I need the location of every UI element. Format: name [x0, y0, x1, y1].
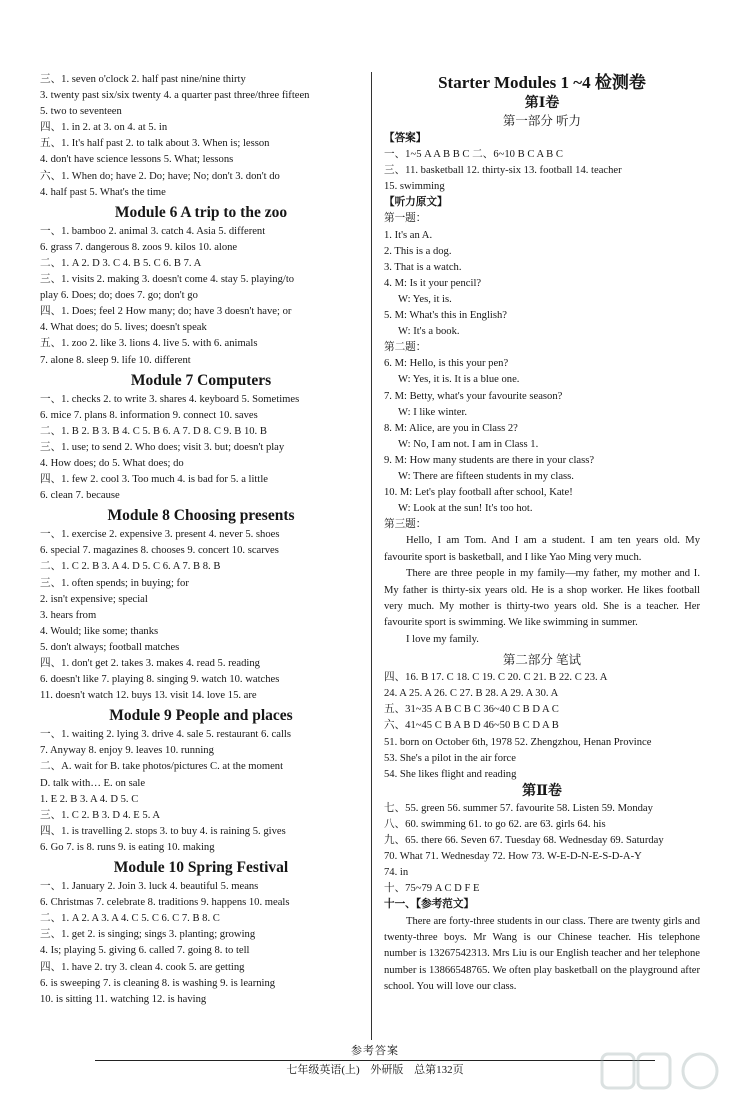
answer-line: 51. born on October 6th, 1978 52. Zhengzhou, Henan Province [384, 736, 652, 748]
answer-line: 六、41~45 C B A B D 46~50 B C D A B [384, 720, 559, 732]
answer-line: 4. What does; do 5. lives; doesn't speak [40, 322, 207, 334]
answer-line: 八、60. swimming 61. to go 62. are 63. girls 64. his [384, 818, 606, 830]
answer-line: 一、1. January 2. Join 3. luck 4. beautiful 5. means [40, 881, 259, 893]
answer-line: 6. doesn't like 7. playing 8. singing 9. watch 10. watches [40, 674, 280, 686]
answer-line: 四、1. Does; feel 2 How many; do; have 3 doesn't have; or [40, 306, 292, 318]
module-title: Module 6 A trip to the zoo [114, 203, 288, 221]
answer-line: 四、16. B 17. C 18. C 19. C 20. C 21. B 22. C 23. A [384, 672, 608, 684]
transcript-line: W: There are fifteen students in my class. [398, 470, 574, 482]
answer-line: 4. Would; like some; thanks [40, 625, 159, 637]
left-column [40, 72, 362, 1008]
answer-line: 五、31~35 A B C B C 36~40 C B D A C [384, 704, 559, 716]
answer-line: D. talk with… E. on sale [40, 777, 146, 789]
answer-line: 四、1. have 2. try 3. clean 4. cook 5. are getting [40, 961, 245, 973]
module5-tail [40, 72, 362, 201]
transcript-line: 3. That is a watch. [384, 261, 462, 273]
answer-line: 四、1. is travelling 2. stops 3. to buy 4. is raining 5. gives [40, 825, 286, 837]
answer-line: 九、65. there 66. Seven 67. Tuesday 68. Wednesday 69. Saturday [384, 835, 664, 847]
transcript-line: 9. M: How many students are there in your class? [384, 454, 595, 466]
answer-line: 54. She likes flight and reading [384, 768, 517, 780]
answer-line: 6. Christmas 7. celebrate 8. traditions 9. happens 10. meals [40, 897, 290, 909]
transcript-line: W: I like winter. [398, 406, 468, 418]
answer-line: 六、1. When do; have 2. Do; have; No; don't 3. don't do [40, 170, 280, 182]
transcript-label: 【听力原文】 [384, 197, 448, 209]
answer-line: 2. isn't expensive; special [40, 593, 148, 605]
answer-line: 10. is sitting 11. watching 12. is having [40, 993, 207, 1005]
transcript-line: 5. M: What's this in English? [384, 310, 507, 322]
answer-line: 6. is sweeping 7. is cleaning 8. is washing 9. is learning [40, 977, 276, 989]
answer-line: 二、A. wait for B. take photos/pictures C. at the moment [40, 761, 284, 773]
answer-line: 1. E 2. B 3. A 4. D 5. C [40, 793, 139, 805]
answer-line: 一、1. bamboo 2. animal 3. catch 4. Asia 5. different [40, 225, 266, 237]
question-label: 第二题： [384, 342, 427, 354]
answer-line: 十、75~79 A C D F E [384, 883, 480, 895]
transcript-line: W: Yes, it is. [398, 293, 452, 305]
transcript-paragraph: I love my family. [406, 633, 479, 645]
answer-line: 4. half past 5. What's the time [40, 186, 166, 198]
answer-line: 5. two to seventeen [40, 106, 122, 118]
answer-line: 6. grass 7. dangerous 8. zoos 9. kilos 10. alone [40, 241, 238, 253]
answer-line: 四、1. don't get 2. takes 3. makes 4. read 5. reading [40, 658, 260, 669]
module-title: Module 7 Computers [130, 371, 272, 389]
module-title: Module 9 People and places [109, 707, 293, 725]
answer-line: 五、1. It's half past 2. to talk about 3. When is; lesson [40, 138, 270, 150]
module6-section [40, 203, 362, 369]
module7-section [40, 371, 362, 505]
part-title: 第二部分 笔试 [502, 653, 582, 668]
answer-line: 5. don't always; football matches [40, 641, 180, 653]
answer-line: 6. special 7. magazines 8. chooses 9. concert 10. scarves [40, 545, 279, 557]
answer-line: 五、1. zoo 2. like 3. lions 4. live 5. with 6. animals [40, 338, 258, 350]
answer-line: 三、1. seven o'clock 2. half past nine/nine thirty [40, 74, 246, 85]
transcript-line: 8. M: Alice, are you in Class 2? [384, 422, 518, 434]
answer-line: 三、1. visits 2. making 3. doesn't come 4. stay 5. playing/to [40, 274, 295, 286]
answer-line: 6. mice 7. plans 8. information 9. connect 10. saves [40, 409, 258, 421]
answer-line: 24. A 25. A 26. C 27. B 28. A 29. A 30. A [384, 688, 559, 700]
answer-line: play 6. Does; do; does 7. go; don't go [40, 290, 198, 302]
module8-section [40, 506, 362, 704]
transcript-line: 6. M: Hello, is this your pen? [384, 358, 509, 370]
transcript-line: 7. M: Betty, what's your favourite season? [384, 390, 563, 402]
part-title: 第一部分 听力 [502, 114, 582, 128]
question-label: 第一题： [384, 213, 427, 225]
essay-label: 十一、【参考范文】 [384, 899, 475, 911]
answer-line: 四、1. in 2. at 3. on 4. at 5. in [40, 122, 168, 134]
module10-section [40, 858, 362, 1008]
answer-line: 一、1. exercise 2. expensive 3. present 4. never 5. shoes [40, 529, 280, 541]
answer-line: 七、55. green 56. summer 57. favourite 58. Listen 59. Monday [384, 802, 653, 814]
transcript-paragraph: Hello, I am Tom. And I am a student. I am ten years old. My favourite sport is basketball, and I like Yao Ming very much. [384, 535, 700, 563]
footer-grade: 七年级英语(上) [286, 1064, 360, 1076]
transcript-line: 2. This is a dog. [384, 245, 452, 257]
transcript-paragraph: There are three people in my family—my father, my mother and I. My father is thirty-six years old. He is a shop worker. He likes football very much. My mother is thirty-two years old. She is a teacher. Her favourite sport is swimming. We like swimming in summer. [384, 568, 700, 629]
transcript-line: W: No, I am not. I am in Class 1. [398, 438, 539, 450]
answer-line: 4. don't have science lessons 5. What; lessons [40, 154, 234, 166]
answer-line: 三、1. get 2. is singing; sings 3. planting; growing [40, 929, 256, 941]
answer-line: 3. hears from [40, 609, 97, 621]
footer-edition: 外研版 [370, 1064, 404, 1076]
module-title: Module 10 Spring Festival [113, 859, 289, 877]
answer-line: 一、1~5 A A B B C 二、6~10 B C A B C [384, 149, 563, 161]
answer-line: 7. alone 8. sleep 9. life 10. different [40, 354, 191, 366]
answer-line: 11. doesn't watch 12. buys 13. visit 14. love 15. are [40, 690, 257, 702]
module9-section [40, 706, 362, 856]
answer-line: 三、1. use; to send 2. Who does; visit 3. but; doesn't play [40, 441, 285, 453]
answer-line: 四、1. few 2. cool 3. Too much 4. is bad for 5. a little [40, 474, 268, 486]
answer-line: 三、11. basketball 12. thirty-six 13. football 14. teacher [384, 165, 622, 177]
answer-line: 3. twenty past six/six twenty 4. a quarter past three/three fifteen [40, 90, 310, 102]
question-label: 第三题： [384, 519, 427, 531]
transcript-line: 4. M: Is it your pencil? [384, 277, 482, 289]
footer-title: 参考答案 [351, 1045, 399, 1057]
answers-label: 【答案】 [384, 133, 427, 144]
answer-line: 53. She's a pilot in the air force [384, 752, 516, 764]
essay-paragraph: There are forty-three students in our class. There are twenty girls and twenty-three boys. Mr Wang is our Chinese teacher. His telephone number is 13267542313. Mrs Liu is our English teacher and her telephone number is 13866548765. We often play basketball on the playground after school. You will love our class. [384, 915, 700, 993]
right-column [384, 72, 700, 996]
watermark-logo-icon [600, 1050, 740, 1094]
footer-page-number: 总第132页 [414, 1064, 464, 1076]
answer-line: 7. Anyway 8. enjoy 9. leaves 10. running [40, 745, 214, 757]
transcript-line: W: Yes, it is. It is a blue one. [398, 374, 520, 386]
answer-line: 三、1. C 2. B 3. D 4. E 5. A [40, 809, 161, 821]
answer-line: 一、1. waiting 2. lying 3. drive 4. sale 5. restaurant 6. calls [40, 729, 291, 741]
footer-rule [95, 1060, 655, 1061]
answer-line: 三、1. often spends; in buying; for [40, 577, 189, 589]
test-title: Starter Modules 1 ~4 检测卷 [438, 73, 646, 92]
answer-line: 4. How does; do 5. What does; do [40, 457, 184, 469]
answer-line: 二、1. A 2. D 3. C 4. B 5. C 6. B 7. A [40, 257, 202, 269]
answer-line: 15. swimming [384, 181, 445, 193]
volume-title: 第Ⅱ卷 [522, 783, 562, 799]
answer-line: 二、1. C 2. B 3. A 4. D 5. C 6. A 7. B 8. B [40, 561, 221, 573]
transcript-line: 10. M: Let's play football after school, Kate! [384, 487, 573, 499]
column-divider [371, 72, 372, 1040]
answer-line: 6. Go 7. is 8. runs 9. is eating 10. making [40, 841, 215, 853]
answer-line: 二、1. B 2. B 3. B 4. C 5. B 6. A 7. D 8. C 9. B 10. B [40, 425, 267, 437]
answer-line: 6. clean 7. because [40, 490, 120, 502]
answer-line: 70. What 71. Wednesday 72. How 73. W-E-D-N-E-S-D-A-Y [384, 851, 642, 863]
module-title: Module 8 Choosing presents [107, 507, 295, 525]
answer-line: 74. in [384, 867, 409, 879]
transcript-line: 1. It's an A. [384, 229, 433, 241]
answer-line: 一、1. checks 2. to write 3. shares 4. keyboard 5. Sometimes [40, 393, 300, 405]
transcript-line: W: Look at the sun! It's too hot. [398, 503, 533, 515]
answer-line: 二、1. A 2. A 3. A 4. C 5. C 6. C 7. B 8. C [40, 913, 220, 925]
volume-title: 第Ⅰ卷 [524, 96, 560, 111]
transcript-line: W: It's a book. [398, 326, 460, 338]
answer-line: 4. Is; playing 5. giving 6. called 7. going 8. to tell [40, 945, 250, 957]
